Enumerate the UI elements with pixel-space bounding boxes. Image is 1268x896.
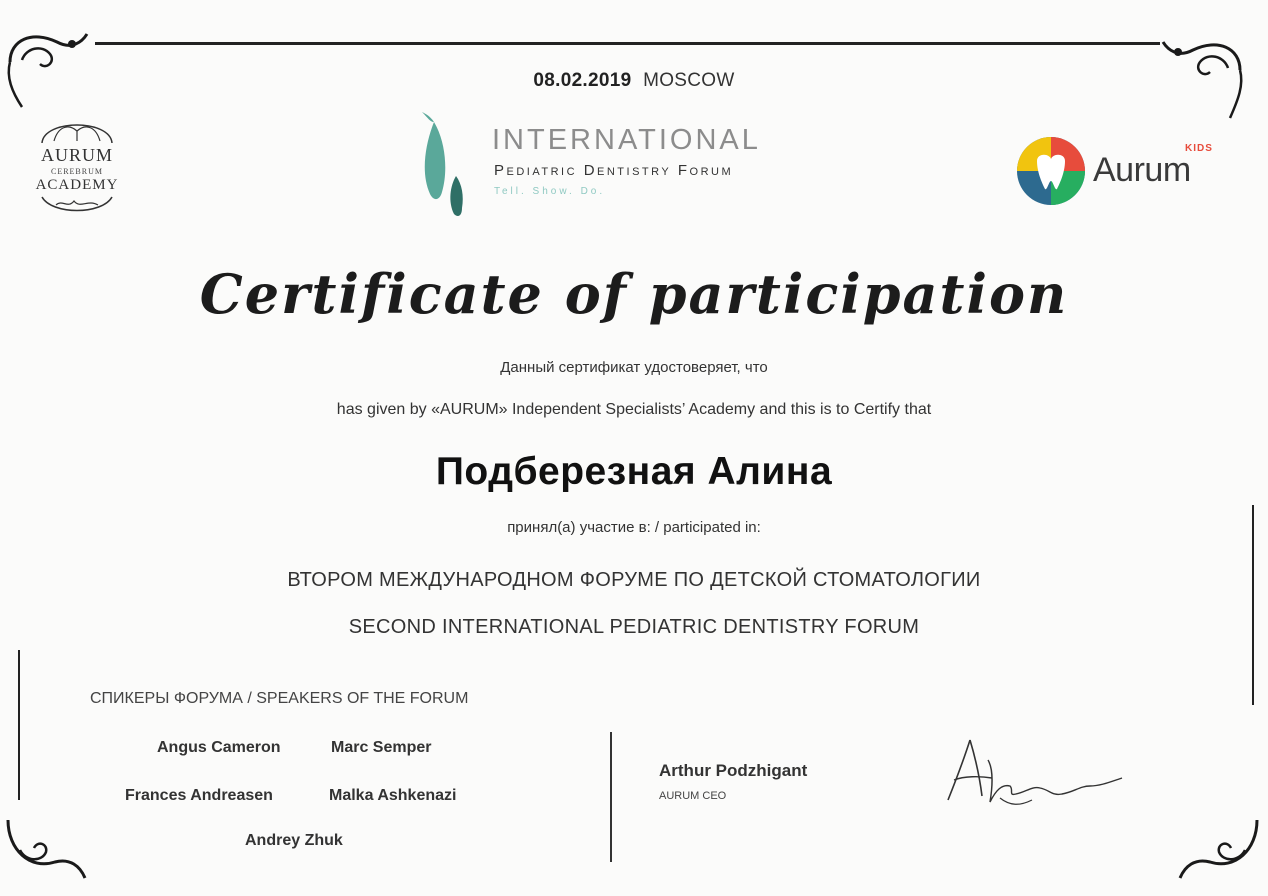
corner-ornament-bottom-right: [1175, 800, 1265, 890]
certificate-title: Certificate of participation: [199, 262, 1069, 326]
participated-text: принял(а) участие в: / participated in:: [507, 519, 761, 536]
speakers-heading: СПИКЕРЫ ФОРУМА / SPEAKERS OF THE FORUM: [90, 690, 469, 707]
left-border-line: [18, 650, 20, 800]
event-city: MOSCOW: [643, 70, 735, 91]
ceo-name: Arthur Podzhigant: [659, 761, 808, 780]
intro-text-en: has given by «AURUM» Independent Specialists’ Academy and this is to Certify that: [336, 401, 932, 418]
speaker-name: Malka Ashkenazi: [329, 787, 457, 804]
speaker-name: Angus Cameron: [157, 739, 281, 756]
recipient-name: Подберезная Алина: [435, 450, 833, 493]
signature-divider: [610, 732, 612, 862]
corner-ornament-bottom-left: [0, 800, 90, 890]
speaker-name: Marc Semper: [331, 739, 432, 756]
top-border-line: [95, 42, 1160, 45]
event-name-ru: ВТОРОМ МЕЖДУНАРОДНОМ ФОРУМЕ ПО ДЕТСКОЙ СТОМАТОЛОГИИ: [287, 569, 981, 591]
aurum-academy-line1: AURUM: [40, 145, 113, 165]
event-name-en: SECOND INTERNATIONAL PEDIATRIC DENTISTRY FORUM: [348, 616, 920, 638]
ceo-role: AURUM CEO: [659, 790, 727, 802]
aurum-kids-logo: [1015, 135, 1215, 210]
intro-text-ru: Данный сертификат удостоверяет, что: [500, 359, 768, 376]
tooth-emblem-icon: [1015, 135, 1087, 207]
aurum-academy-logo: [22, 105, 132, 225]
aurum-kids-wordmark: Aurum: [1093, 151, 1191, 189]
forum-title: INTERNATIONAL: [492, 124, 761, 156]
aurum-academy-line3: ACADEMY: [35, 177, 119, 193]
whale-icon: [412, 112, 482, 222]
forum-subtitle: Pediatric Dentistry Forum: [494, 162, 734, 179]
ceo-signature: [940, 720, 1130, 830]
event-date-location: [0, 70, 1268, 92]
event-date: 08.02.2019: [533, 70, 632, 91]
kids-badge: KIDS: [1185, 143, 1213, 154]
speaker-name: Frances Andreasen: [125, 787, 273, 804]
forum-tagline: Tell. Show. Do.: [494, 186, 606, 197]
aurum-academy-line2: CEREBRUM: [50, 167, 103, 176]
forum-logo: [412, 112, 832, 222]
corner-ornament-top-left: [2, 22, 92, 112]
speaker-name: Andrey Zhuk: [245, 832, 343, 849]
